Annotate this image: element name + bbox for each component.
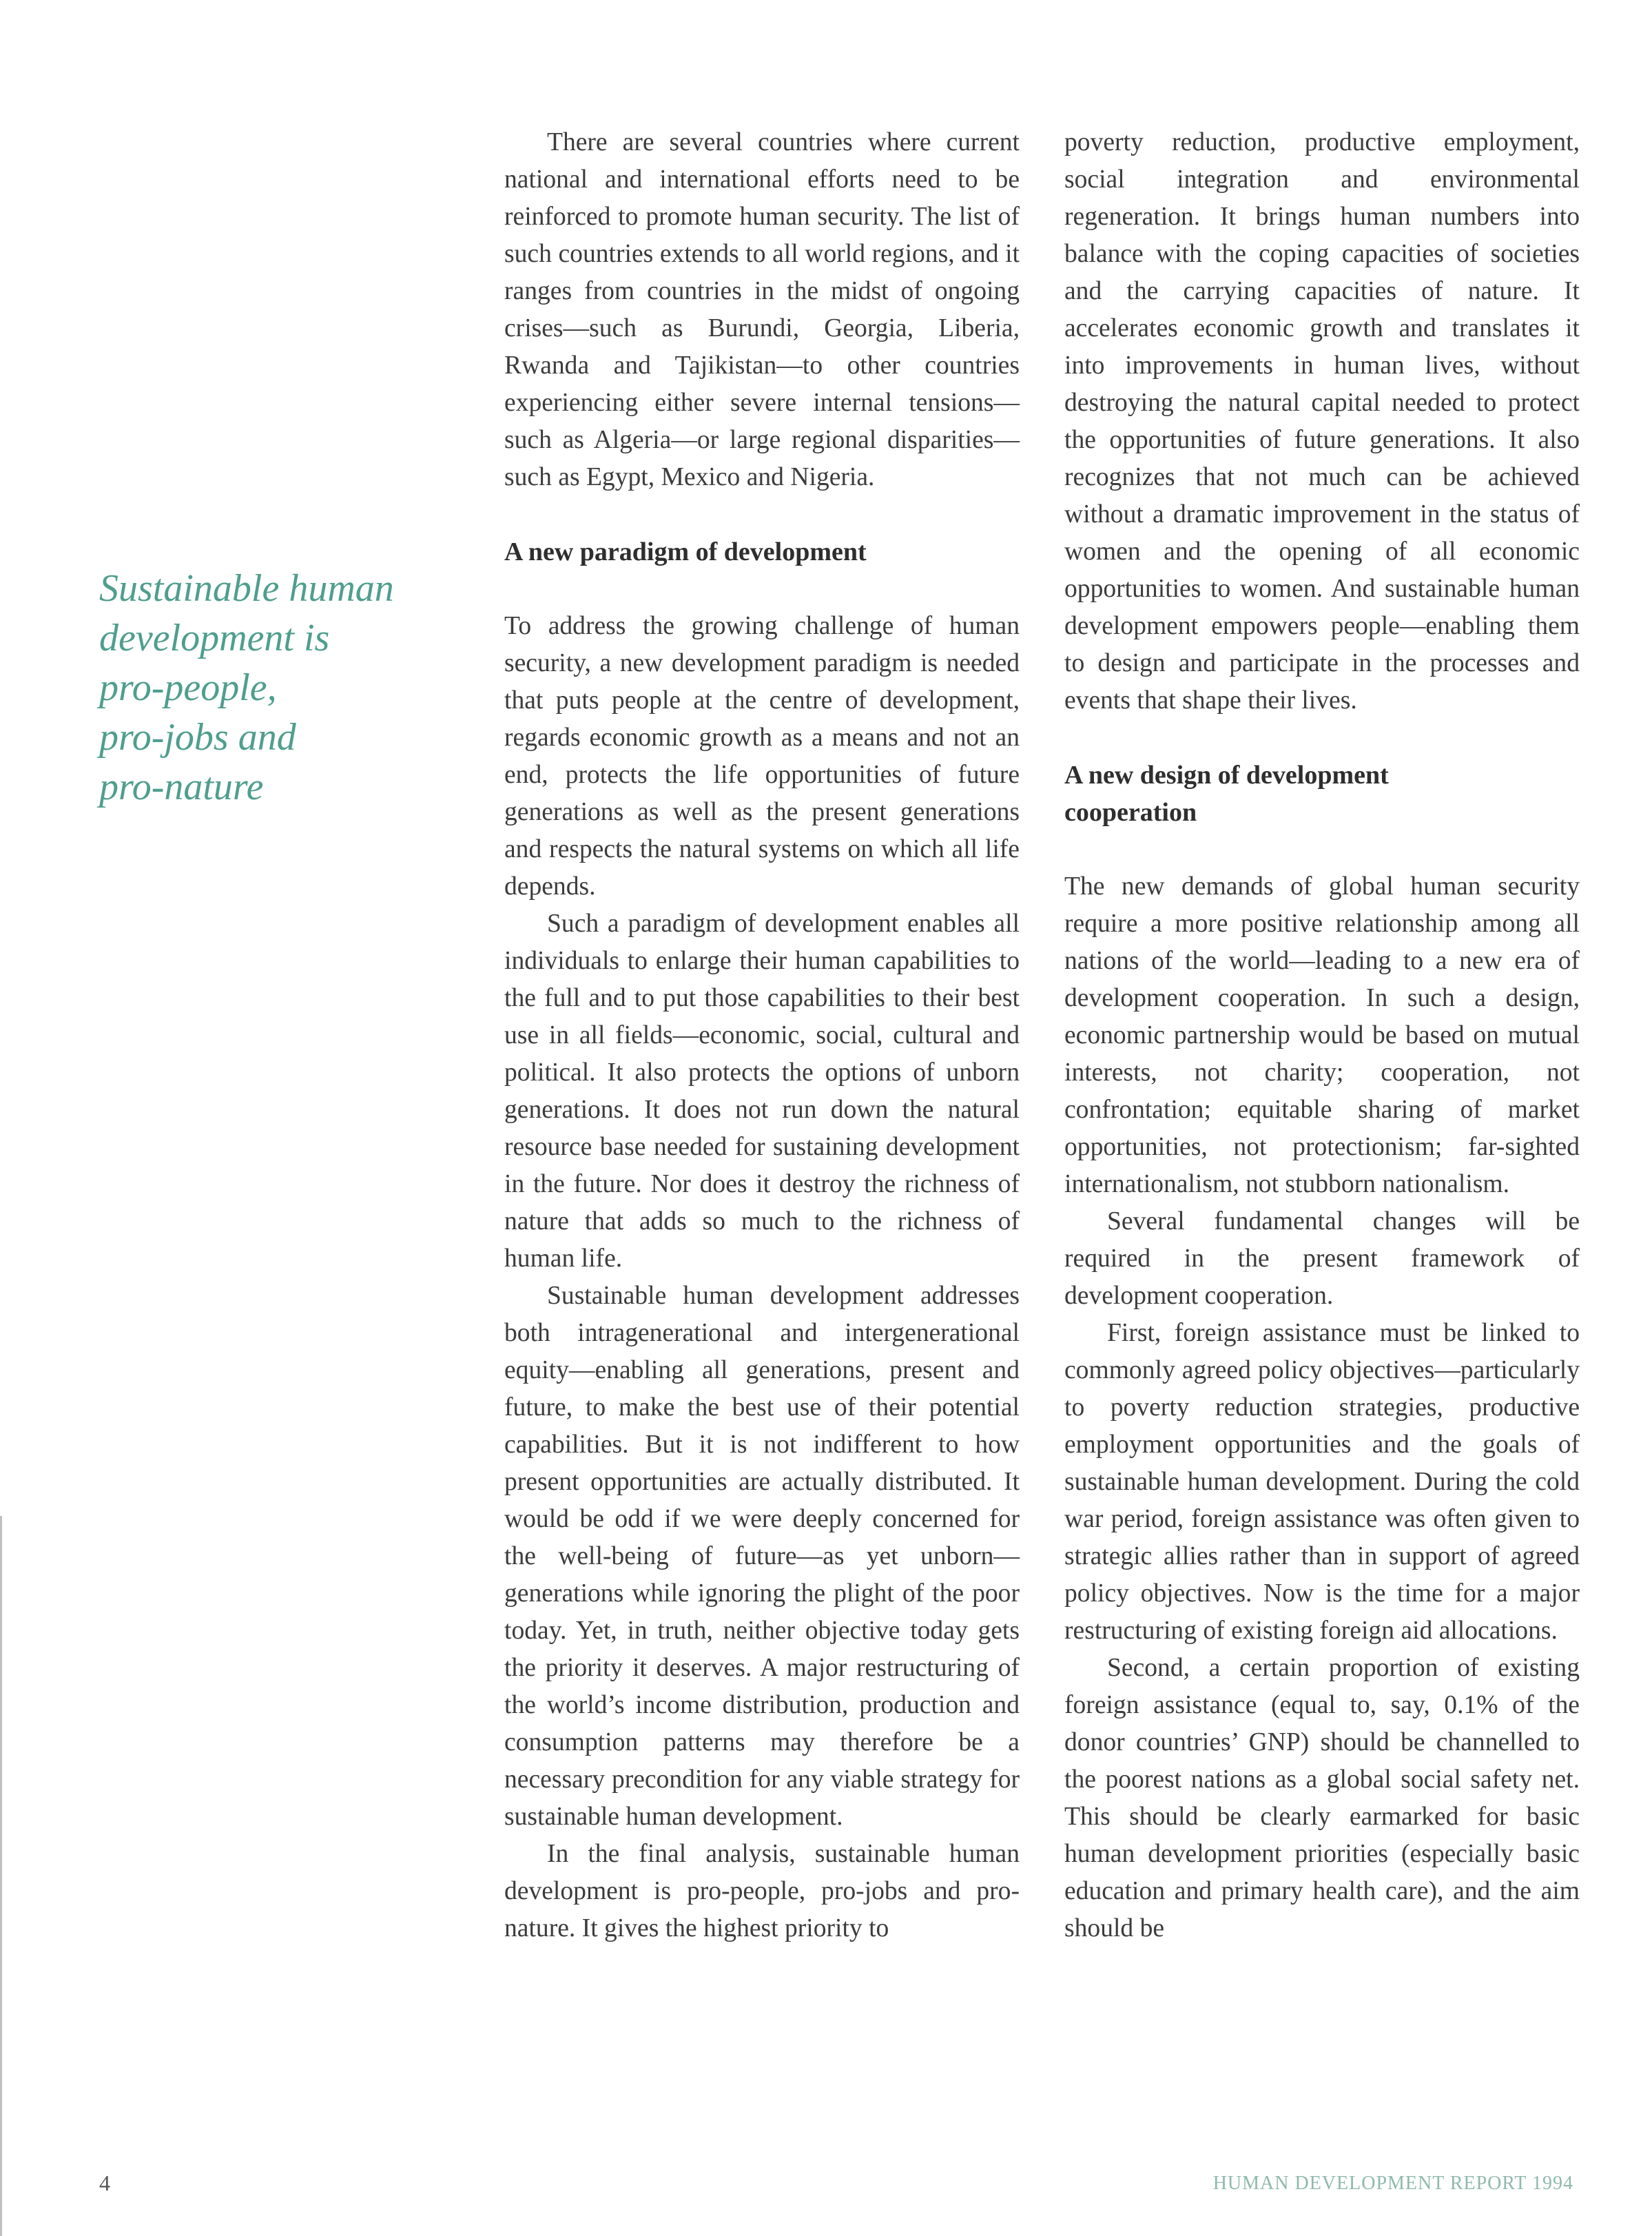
- paragraph: The new demands of global human security require a more positive relationship among all nations of the world—leading to a new era of development cooperation. In such a design, economic partnership would be based on mutual interests, not charity; cooperation, not confrontation; equitable sharing of market opportunities, not protectionism; far-sighted internationalism, not stubborn nationalism.: [1064, 872, 1580, 1198]
- left-text-column: [504, 124, 1020, 1947]
- pull-quote: [99, 564, 457, 812]
- scan-edge-line: [0, 1516, 2, 2236]
- section-heading-paradigm: A new paradigm of development: [504, 537, 867, 566]
- right-text-column: [1064, 124, 1580, 1947]
- paragraph: poverty reduction, productive employment, social integration and environmental regeneration. It brings human numbers into balance with the coping capacities of societies and the carrying capacities of nature. It accelerates economic growth and translates it into improvements in human lives, without destroying the natural capital needed to protect the opportunities of future generations. It also recognizes that not much can be achieved without a dramatic improvement in the status of women and the opening of all economic opportunities to women. And sustainable human development empowers people—enabling them to design and participate in the processes and events that shape their lives.: [1064, 128, 1580, 715]
- section-heading-cooperation: [1064, 757, 1580, 831]
- paragraph: Sustainable human development addresses both intragenerational and intergenerational equity—enabling all generations, present and future, to make the best use of their potential capabilities. But it is not indifferent to how present opportunities are actually distributed. It would be odd if we were deeply concerned for the well-being of future—as yet unborn—generations while ignoring the plight of the poor today. Yet, in truth, neither objective today gets the priority it deserves. A major restructuring of the world’s income distribution, production and consumption patterns may therefore be a necessary precondition for any viable strategy for sustainable human development.: [504, 1282, 1020, 1831]
- pull-quote-line: pro-people,: [99, 666, 277, 709]
- pull-quote-line: pro-jobs and: [99, 716, 296, 759]
- pull-quote-line: pro-nature: [99, 766, 264, 808]
- pull-quote-line: development is: [99, 617, 330, 659]
- report-title-footer: HUMAN DEVELOPMENT REPORT 1994: [1212, 2173, 1573, 2194]
- paragraph: In the final analysis, sustainable human development is pro-people, pro-jobs and pro-nature. It gives the highest priority to: [504, 1840, 1020, 1942]
- spacer: [1064, 831, 1580, 868]
- paragraph: First, foreign assistance must be linked to commonly agreed policy objectives—particularly to poverty reduction strategies, productive employment opportunities and the goals of sustainable human development. During the cold war period, foreign assistance was often given to strategic allies rather than in support of agreed policy objectives. Now is the time for a major restructuring of existing foreign aid allocations.: [1064, 1319, 1580, 1645]
- spacer: [1064, 719, 1580, 757]
- paragraph: To address the growing challenge of human security, a new development paradigm is needed that puts people at the centre of development, regards economic growth as a means and not an end, protects the life opportunities of future generations as well as the present generations and respects the natural systems on which all life depends.: [504, 612, 1020, 901]
- spacer: [504, 571, 1020, 608]
- heading-line: A new design of development: [1064, 761, 1389, 790]
- paragraph: Second, a certain proportion of existing foreign assistance (equal to, say, 0.1% of the donor countries’ GNP) should be channelled to the poorest nations as a global social safety net. This should be clearly earmarked for basic human development priorities (especially basic education and primary health care), and the aim should be: [1064, 1654, 1580, 1942]
- paragraph: Such a paradigm of development enables all individuals to enlarge their human capabilities to the full and to put those capabilities to their best use in all fields—economic, social, cultural and political. It also protects the options of unborn generations. It does not run down the natural resource base needed for sustaining development in the future. Nor does it destroy the richness of nature that adds so much to the richness of human life.: [504, 910, 1020, 1273]
- spacer: [504, 496, 1020, 533]
- paragraph: There are several countries where current national and international efforts need to be reinforced to promote human security. The list of such countries extends to all world regions, and it ranges from countries in the midst of ongoing crises—such as Burundi, Georgia, Liberia, Rwanda and Tajikistan—to other countries experiencing either severe internal tensions—such as Algeria—or large regional disparities—such as Egypt, Mexico and Nigeria.: [504, 128, 1020, 491]
- heading-line: cooperation: [1064, 798, 1197, 827]
- page-number: 4: [99, 2171, 110, 2195]
- pull-quote-line: Sustainable human: [99, 567, 394, 610]
- paragraph: Several fundamental changes will be required in the present framework of development cooperation.: [1064, 1207, 1580, 1310]
